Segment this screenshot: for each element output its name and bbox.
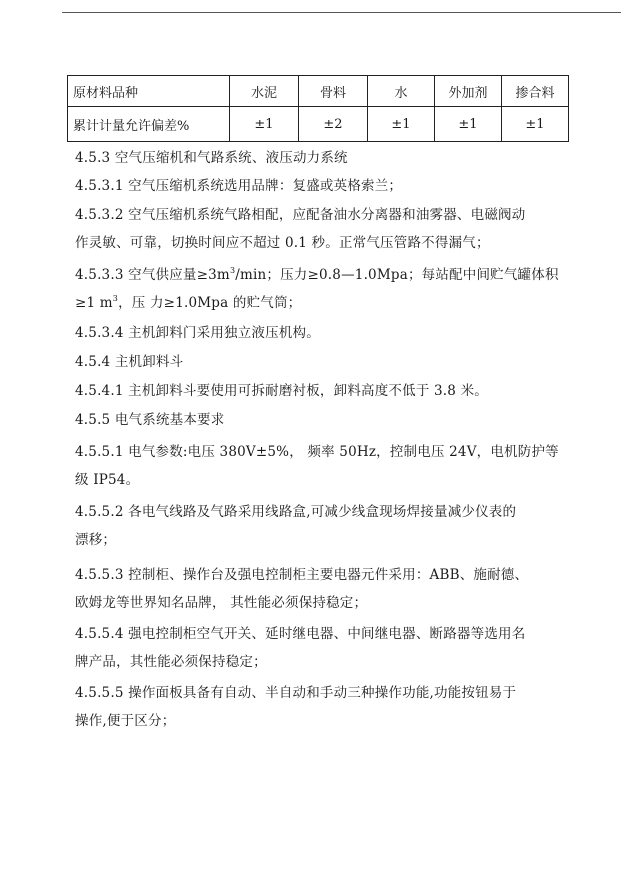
paragraph-line: 4.5.5 电气系统基本要求 (75, 412, 225, 428)
paragraph-4-5-3-3 (75, 261, 559, 317)
table-cell: 骨料 (299, 76, 368, 107)
paragraph-line: 4.5.3 空气压缩机和气路系统、液压动力系统 (75, 150, 348, 166)
paragraph-4-5-3-2 (75, 201, 555, 257)
paragraph-line: 4.5.5.2 各电气线路及气路采用线路盒,可减少线盒现场焊接量减少仪表的 (75, 504, 517, 520)
paragraph-line: 4.5.5.5 操作面板具备有自动、半自动和手动三种操作功能,功能按钮易于 (75, 685, 517, 701)
paragraph-4-5-3-4 (75, 319, 555, 347)
text-run: 4.5.3.3 空气供应量≥3m (75, 267, 230, 283)
paragraph-line (75, 289, 555, 317)
paragraph-4-5-5-4 (75, 620, 555, 676)
paragraph-line: 欧姆龙等世界知名品牌， 其性能必须保持稳定； (75, 595, 368, 611)
table-cell: 水泥 (230, 76, 299, 107)
paragraph-4-5-4-1 (75, 377, 555, 405)
section-heading-4-5-5 (75, 406, 555, 434)
table-cell: ±1 (502, 107, 569, 142)
table-cell: 累计计量允许偏差% (68, 107, 230, 142)
paragraph-4-5-5-1 (75, 438, 559, 494)
paragraph-line: 4.5.3.1 空气压缩机系统选用品牌：复盛或英格索兰； (75, 178, 403, 194)
paragraph-4-5-5-3 (75, 561, 555, 617)
paragraph-line (75, 261, 559, 289)
paragraph-line: 4.5.3.2 空气压缩机系统气路相配，应配备油水分离器和油雾器、电磁阀动 (75, 207, 526, 223)
paragraph-line: 操作,便于区分； (75, 713, 176, 729)
paragraph-line: 4.5.5.3 控制柜、操作台及强电控制柜主要电器元件采用：ABB、施耐德、 (75, 567, 529, 583)
table-cell: ±1 (368, 107, 435, 142)
tolerance-table (67, 75, 569, 142)
paragraph-4-5-3-1 (75, 172, 555, 200)
text-run: ，压 力≥1.0Mpa 的贮气筒； (118, 295, 302, 311)
paragraph-line: 牌产品，其性能必须保持稳定； (75, 654, 267, 670)
table-cell: 水 (368, 76, 435, 107)
table-cell: ±2 (299, 107, 368, 142)
table-cell: 掺合料 (502, 76, 569, 107)
paragraph-line: 4.5.5.1 电气参数:电压 380V±5%， 频率 50Hz，控制电压 24V，电机防护等 (75, 444, 559, 460)
text-run: /min；压力≥0.8—1.0Mpa；每站配中间贮气罐体积 (235, 267, 559, 283)
table-row (68, 107, 569, 142)
paragraph-line: 4.5.5.4 强电控制柜空气开关、延时继电器、中间继电器、断路器等选用名 (75, 626, 526, 642)
superscript: 3 (229, 266, 236, 275)
section-heading-4-5-3 (75, 144, 555, 172)
table-cell: ±1 (230, 107, 299, 142)
header-rule (62, 12, 621, 13)
paragraph-4-5-5-5 (75, 679, 555, 735)
table-cell: 外加剂 (435, 76, 502, 107)
table-header-row (68, 76, 569, 107)
paragraph-line: 4.5.3.4 主机卸料门采用独立液压机构。 (75, 325, 320, 341)
paragraph-line: 漂移； (75, 532, 117, 548)
table-cell: 原材料品种 (68, 76, 230, 107)
paragraph-line: 级 IP54。 (75, 472, 140, 488)
paragraph-line: 作灵敏、可靠，切换时间应不超过 0.1 秒。正常气压管路不得漏气； (75, 235, 490, 251)
text-run: ≥1 m (75, 295, 113, 311)
table-cell: ±1 (435, 107, 502, 142)
superscript: 3 (112, 294, 119, 303)
paragraph-line: 4.5.4.1 主机卸料斗要使用可拆耐磨衬板，卸料高度不低于 3.8 米。 (75, 383, 488, 399)
paragraph-4-5-5-2 (75, 498, 555, 554)
section-heading-4-5-4 (75, 348, 555, 376)
paragraph-line: 4.5.4 主机卸料斗 (75, 354, 184, 370)
